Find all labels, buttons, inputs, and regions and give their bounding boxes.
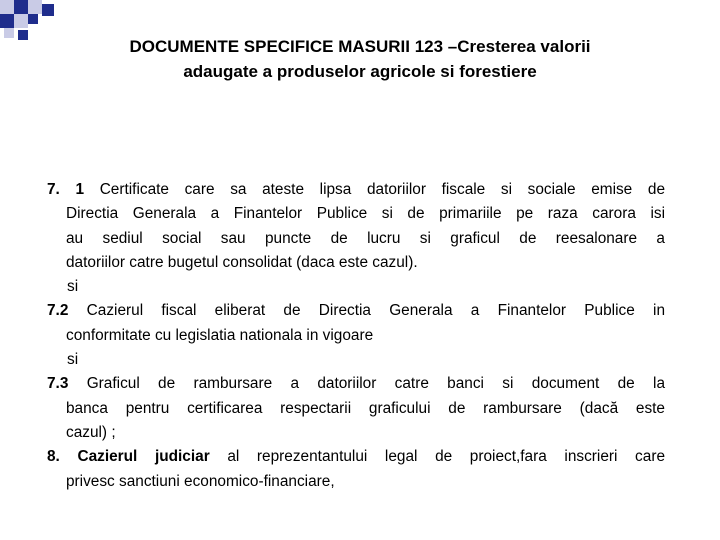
item-lead-text: Graficul de rambursare a datoriilor catre banci si document de la [68,375,665,393]
item-lead-text: Certificate care sa ateste lipsa datoriilor fiscale si sociale emise de [84,181,666,198]
list-item-7-1 [47,178,665,275]
page-title [60,34,660,84]
corner-square-6 [14,14,28,28]
item-first-line [47,372,665,396]
item-continuation-line: au sediul social sau puncte de lucru si graficul de reesalonare a [66,229,665,247]
conjunction-si: si [67,351,79,369]
item-number: 7.3 [47,375,69,393]
corner-square-2 [14,0,28,14]
item-number: 7. 1 [47,181,85,198]
item-continuation-line: privesc sanctiuni economico-financiare, [66,472,335,490]
item-continuation-line: datoriilor catre bugetul consolidat (daca este cazul). [66,253,418,271]
corner-square-5 [0,14,14,28]
corner-square-3 [28,0,42,14]
document-body [47,178,665,494]
item-first-line [47,445,665,469]
list-item-7-2 [47,299,665,348]
item-number: 7.2 [47,302,69,320]
corner-square-7 [28,14,38,24]
item-continuation-line: cazul) ; [66,423,116,441]
corner-square-1 [0,0,14,14]
list-item-7-3 [47,372,665,445]
item-continuation-line: Directia Generala a Finantelor Publice si de primariile pe raza carora isi [66,205,665,223]
title-line-1: DOCUMENTE SPECIFICE MASURII 123 –Cresterea valorii [129,37,591,56]
corner-decoration [0,0,60,45]
title-line-2: adaugate a produselor agricole si forestiere [183,62,537,81]
corner-square-8 [4,28,14,38]
item-lead-text: Cazierul fiscal eliberat de Directia Generala a Finantelor Publice in [68,302,665,320]
item-continuation-line: banca pentru certificarea respectarii graficului de rambursare (dacă este [66,399,665,417]
item-number: 8. Cazierul judiciar [47,448,210,466]
item-first-line [47,178,665,202]
conjunction-si: si [67,278,79,296]
item-first-line [47,299,665,323]
item-continuation-line: conformitate cu legislatia nationala in vigoare [66,326,374,344]
list-item-8 [47,445,665,494]
corner-square-9 [18,30,28,40]
corner-square-4 [42,4,54,16]
item-lead-text: al reprezentantului legal de proiect,fara inscrieri care [209,448,666,466]
